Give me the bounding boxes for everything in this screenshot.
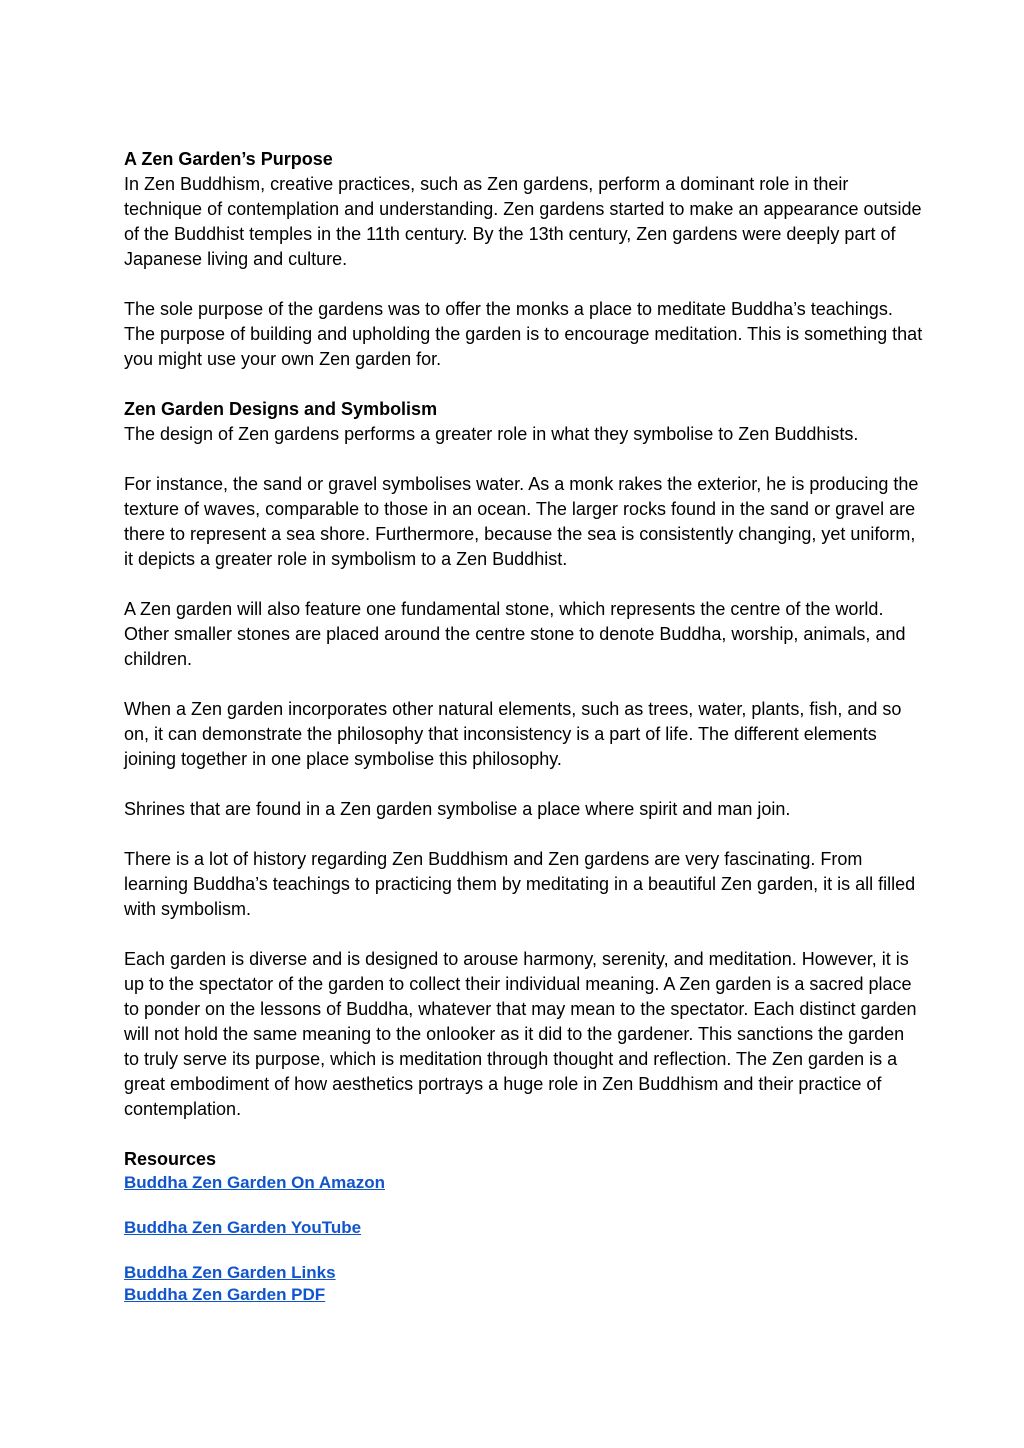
designs-paragraph-6: There is a lot of history regarding Zen Buddhism and Zen gardens are very fascinating. From learning Buddha’s teachings to practicing them by meditating in a beautiful Zen garden, it is all filled with symbolism. xyxy=(124,849,916,919)
designs-heading: Zen Garden Designs and Symbolism xyxy=(124,399,438,419)
spacer xyxy=(124,1194,924,1217)
designs-paragraph-7: Each garden is diverse and is designed to arouse harmony, serenity, and meditation. However, it is up to the spectator of the garden to collect their individual meaning. A Zen garden is a sacred place to ponder on the lessons of Buddha, whatever that may mean to the spectator. Each distinct garden will not hold the same meaning to the onlooker as it did to the gardener. This sanctions the garden to truly serve its purpose, which is meditation through thought and reflection. The Zen garden is a great embodiment of how aesthetics portrays a huge role in Zen Buddhism and their practice of contemplation. xyxy=(124,949,917,1119)
purpose-paragraph-1: In Zen Buddhism, creative practices, such as Zen gardens, perform a dominant role in their technique of contemplation and understanding. Zen gardens started to make an appearance outside of the Buddhist temples in the 11th century. By the 13th century, Zen gardens were deeply part of Japanese living and culture. xyxy=(124,174,922,269)
designs-paragraph-3: A Zen garden will also feature one fundamental stone, which represents the centre of the world. Other smaller stones are placed around the centre stone to denote Buddha, worship, animals, and children. xyxy=(124,599,906,669)
amazon-link[interactable]: Buddha Zen Garden On Amazon xyxy=(124,1173,385,1192)
purpose-paragraph-2: The sole purpose of the gardens was to offer the monks a place to meditate Buddha’s teachings. The purpose of building and upholding the garden is to encourage meditation. This is something that you might use your own Zen garden for. xyxy=(124,299,923,369)
links-link[interactable]: Buddha Zen Garden Links xyxy=(124,1263,336,1282)
resources-heading: Resources xyxy=(124,1149,217,1169)
designs-paragraph-2: For instance, the sand or gravel symbolises water. As a monk rakes the exterior, he is producing the texture of waves, comparable to those in an ocean. The larger rocks found in the sand or gravel are there to represent a sea shore. Furthermore, because the sea is consistently changing, yet uniform, it depicts a greater role in symbolism to a Zen Buddhist. xyxy=(124,474,919,569)
pdf-link[interactable]: Buddha Zen Garden PDF xyxy=(124,1285,326,1304)
purpose-heading: A Zen Garden’s Purpose xyxy=(124,149,333,169)
spacer xyxy=(124,1239,924,1262)
document-page xyxy=(124,147,924,1306)
designs-paragraph-4: When a Zen garden incorporates other natural elements, such as trees, water, plants, fish, and so on, it can demonstrate the philosophy that inconsistency is a part of life. The different elements joining together in one place symbolise this philosophy. xyxy=(124,699,902,769)
designs-paragraph-1: The design of Zen gardens performs a greater role in what they symbolise to Zen Buddhists. xyxy=(124,424,859,444)
designs-paragraph-5: Shrines that are found in a Zen garden symbolise a place where spirit and man join. xyxy=(124,799,791,819)
youtube-link[interactable]: Buddha Zen Garden YouTube xyxy=(124,1218,362,1237)
